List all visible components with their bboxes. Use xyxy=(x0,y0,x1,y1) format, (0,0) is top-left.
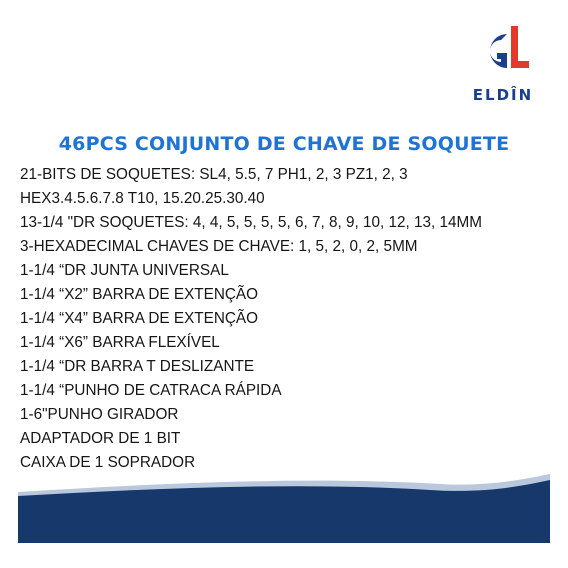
list-item: HEX3.4.5.6.7.8 T10, 15.20.25.30.40 xyxy=(20,190,265,207)
brand-name: ELDÎN xyxy=(472,86,534,104)
list-item: 1-1/4 “X6” BARRA FLEXÍVEL xyxy=(20,334,220,351)
list-item: 1-6"PUNHO GIRADOR xyxy=(20,406,179,423)
footer-wave xyxy=(0,470,568,568)
list-item: 1-1/4 “X2” BARRA DE EXTENÇÃO xyxy=(20,286,259,303)
list-item: 1-1/4 “X4” BARRA DE EXTENÇÃO xyxy=(20,310,259,327)
gl-monogram-logo-icon xyxy=(474,24,532,78)
list-item: 1-1/4 “DR JUNTA UNIVERSAL xyxy=(20,262,229,279)
list-item: 3-HEXADECIMAL CHAVES DE CHAVE: 1, 5, 2, 0, 2, 5MM xyxy=(20,238,418,255)
list-item: 1-1/4 “DR BARRA T DESLIZANTE xyxy=(20,358,255,375)
contents-list xyxy=(20,163,555,475)
list-item: CAIXA DE 1 SOPRADOR xyxy=(20,454,196,471)
list-item: 1-1/4 “PUNHO DE CATRACA RÁPIDA xyxy=(20,382,282,399)
list-item: ADAPTADOR DE 1 BIT xyxy=(20,430,181,447)
list-item: 21-BITS DE SOQUETES: SL4, 5.5, 7 PH1, 2, 3 PZ1, 2, 3 xyxy=(20,166,408,183)
list-item: 13-1/4 "DR SOQUETES: 4, 4, 5, 5, 5, 5, 6, 7, 8, 9, 10, 12, 13, 14MM xyxy=(20,214,483,231)
brand-logo xyxy=(468,24,538,108)
page-title: 46PCS CONJUNTO DE CHAVE DE SOQUETE xyxy=(58,133,510,155)
